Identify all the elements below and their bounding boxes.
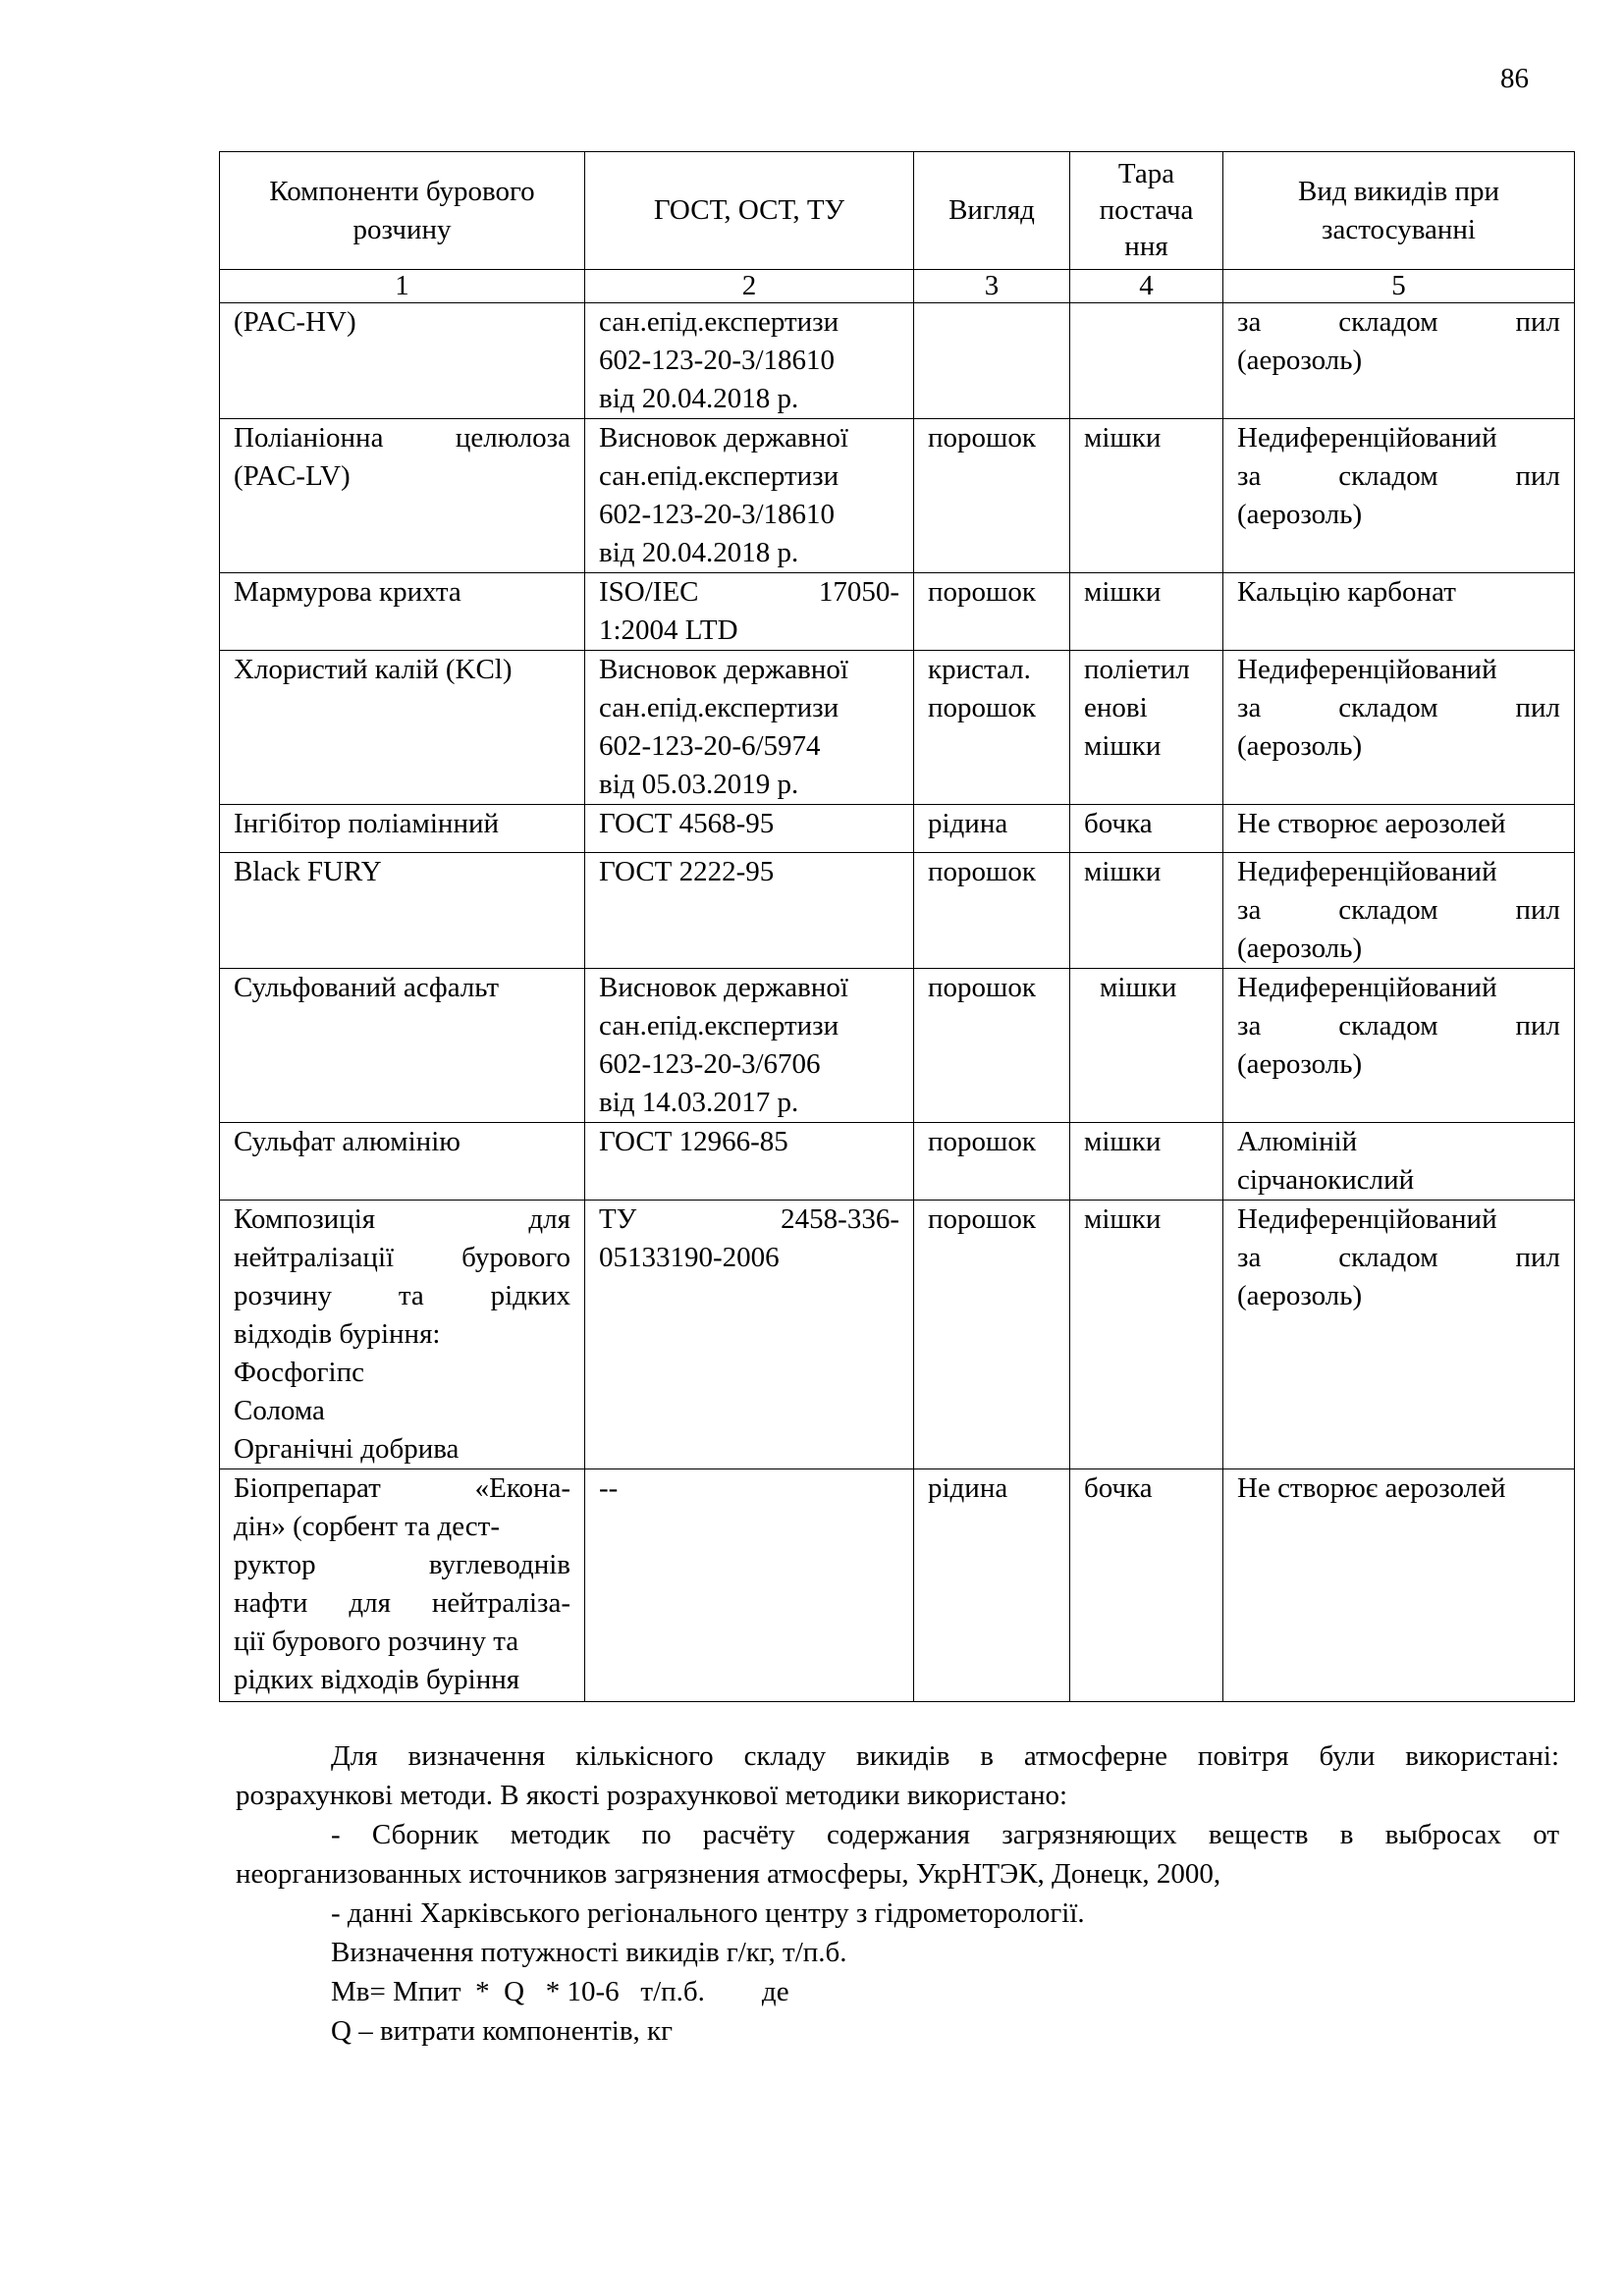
cell-line: мішки	[1100, 972, 1177, 1003]
cell-line: Біопрепарат «Екона-	[234, 1472, 570, 1504]
table-cell-col4	[1070, 1201, 1223, 1469]
cell-line: (аерозоль)	[1237, 1280, 1363, 1311]
table-cell-col4	[1070, 1469, 1223, 1702]
cell-line: порошок	[928, 856, 1036, 887]
table-cell-col1	[220, 419, 585, 573]
table-cell-col1	[220, 1469, 585, 1702]
cell-line: порошок	[928, 972, 1036, 1003]
cell-line: Недиференційований	[1237, 654, 1497, 685]
column-numbers-row	[220, 270, 1575, 303]
table-row	[220, 969, 1575, 1123]
table-cell-col1	[220, 573, 585, 651]
cell-line: Недиференційований	[1237, 972, 1497, 1003]
cell-line: Інгібітор поліамінний	[234, 808, 500, 839]
cell-line: (аерозоль)	[1237, 345, 1363, 376]
table-cell-col2	[585, 1201, 914, 1469]
cell-line: Фосфогіпс	[234, 1357, 364, 1388]
table-row	[220, 303, 1575, 419]
table-cell-col2	[585, 969, 914, 1123]
cell-line: Сульфований асфальт	[234, 972, 500, 1003]
table-cell-col3	[914, 651, 1070, 805]
cell-line: кристал.	[928, 654, 1031, 685]
table-cell-col5	[1223, 805, 1575, 853]
header-package: Тара постача ння	[1070, 152, 1223, 270]
table-cell-col5	[1223, 1469, 1575, 1702]
table-cell-col1	[220, 969, 585, 1123]
table-row	[220, 853, 1575, 969]
header-standard: ГОСТ, ОСТ, ТУ	[585, 152, 914, 270]
cell-line: ТУ 2458-336-	[599, 1203, 899, 1235]
cell-line: дін» (сорбент та дест-	[234, 1511, 500, 1542]
cell-line: Композиція для	[234, 1203, 570, 1235]
cell-line: сан.епід.експертизи	[599, 692, 839, 723]
cell-line: сірчанокислий	[1237, 1164, 1415, 1196]
cell-line: бочка	[1084, 1472, 1153, 1504]
table-row	[220, 573, 1575, 651]
cell-line: Мармурова крихта	[234, 576, 461, 608]
paragraph-methods-line2: розрахункові методи. В якості розрахункової методики використано:	[236, 1780, 1068, 1811]
cell-line: мішки	[1084, 422, 1162, 454]
table-cell-col5	[1223, 853, 1575, 969]
table-cell-col2	[585, 573, 914, 651]
table-row	[220, 1123, 1575, 1201]
cell-line: рідких відходів буріння	[234, 1664, 520, 1695]
column-number: 3	[914, 270, 1070, 303]
cell-line: 602-123-20-3/6706	[599, 1048, 821, 1080]
table-cell-col5	[1223, 651, 1575, 805]
cell-line: ГОСТ 4568-95	[599, 808, 775, 839]
table-cell-col3	[914, 573, 1070, 651]
cell-line: нафти для нейтраліза-	[234, 1587, 570, 1619]
cell-line: рідина	[928, 808, 1008, 839]
table-cell-col2	[585, 805, 914, 853]
column-number: 2	[585, 270, 914, 303]
header-component: Компоненти бурового розчину	[220, 152, 585, 270]
cell-line: порошок	[928, 1126, 1036, 1157]
cell-line: Недиференційований	[1237, 422, 1497, 454]
cell-line: Black FURY	[234, 856, 382, 887]
cell-line: Солома	[234, 1395, 325, 1426]
cell-line: за складом пил	[1237, 692, 1560, 723]
cell-line: за складом пил	[1237, 306, 1560, 338]
cell-line: нейтралізації бурового	[234, 1242, 570, 1273]
table-cell-col2	[585, 419, 914, 573]
cell-line: порошок	[928, 1203, 1036, 1235]
table-cell-col1	[220, 853, 585, 969]
table-cell-col4	[1070, 853, 1223, 969]
cell-line: за складом пил	[1237, 460, 1560, 492]
table-header-row	[220, 152, 1575, 270]
cell-line: ГОСТ 2222-95	[599, 856, 775, 887]
table-cell-col4	[1070, 573, 1223, 651]
table-cell-col4	[1070, 303, 1223, 419]
cell-line: розчину та рідких	[234, 1280, 570, 1311]
table-row	[220, 805, 1575, 853]
cell-line: за складом пил	[1237, 1010, 1560, 1041]
table-cell-col3	[914, 1201, 1070, 1469]
table-cell-col5	[1223, 969, 1575, 1123]
table-cell-col3	[914, 1123, 1070, 1201]
cell-line: (PAC-HV)	[234, 306, 356, 338]
cell-line: ГОСТ 12966-85	[599, 1126, 788, 1157]
table-row	[220, 1201, 1575, 1469]
cell-line: 602-123-20-3/18610	[599, 345, 836, 376]
cell-line: від 20.04.2018 р.	[599, 537, 799, 568]
table-cell-col3	[914, 969, 1070, 1123]
table-cell-col5	[1223, 419, 1575, 573]
cell-line: Алюміній	[1237, 1126, 1358, 1157]
table-cell-col3	[914, 419, 1070, 573]
table-cell-col1	[220, 651, 585, 805]
components-table	[219, 151, 1575, 1702]
cell-line: Висновок державної	[599, 654, 848, 685]
cell-line: Не створює аерозолей	[1237, 808, 1506, 839]
cell-line: 602-123-20-3/18610	[599, 499, 836, 530]
cell-line: від 20.04.2018 р.	[599, 383, 799, 414]
cell-line: Висновок державної	[599, 422, 848, 454]
table-cell-col1	[220, 805, 585, 853]
cell-line: (аерозоль)	[1237, 1048, 1363, 1080]
table-cell-col5	[1223, 1123, 1575, 1201]
table-cell-col3	[914, 853, 1070, 969]
table-body	[220, 303, 1575, 1702]
table-cell-col4	[1070, 419, 1223, 573]
column-number: 4	[1070, 270, 1223, 303]
cell-line: мішки	[1084, 1126, 1162, 1157]
paragraph-q-definition: Q – витрати компонентів, кг	[331, 2015, 673, 2047]
paragraph-source-line2: неорганизованных источников загрязнения атмосферы, УкрНТЭК, Донецк, 2000,	[236, 1858, 1221, 1890]
header-form: Вигляд	[914, 152, 1070, 270]
cell-line: рідина	[928, 1472, 1008, 1504]
table-row	[220, 1469, 1575, 1702]
cell-line: 602-123-20-6/5974	[599, 730, 821, 762]
table-cell-col2	[585, 651, 914, 805]
cell-line: порошок	[928, 576, 1036, 608]
table-cell-col5	[1223, 1201, 1575, 1469]
table-cell-col1	[220, 1201, 585, 1469]
cell-line: ISO/IEC 17050-	[599, 576, 899, 608]
table-cell-col4	[1070, 651, 1223, 805]
cell-line: (аерозоль)	[1237, 933, 1363, 964]
cell-line: (аерозоль)	[1237, 499, 1363, 530]
cell-line: мішки	[1084, 730, 1162, 762]
cell-line: від 05.03.2019 р.	[599, 769, 799, 800]
cell-line: --	[599, 1472, 619, 1504]
table-cell-col5	[1223, 303, 1575, 419]
cell-line: поліетил	[1084, 654, 1190, 685]
paragraph-methods-line1: Для визначення кількісного складу викидів в атмосферне повітря були використані:	[331, 1740, 1559, 1772]
page-number: 86	[1500, 63, 1529, 94]
table-cell-col3	[914, 805, 1070, 853]
cell-line: Висновок державної	[599, 972, 848, 1003]
cell-line: Сульфат алюмінію	[234, 1126, 460, 1157]
cell-line: (PAC-LV)	[234, 460, 351, 492]
cell-line: мішки	[1084, 576, 1162, 608]
paragraph-emission-power: Визначення потужності викидів г/кг, т/п.б.	[331, 1937, 847, 1968]
cell-line: ції бурового розчину та	[234, 1626, 519, 1657]
table-cell-col2	[585, 853, 914, 969]
table-cell-col1	[220, 1123, 585, 1201]
table-cell-col5	[1223, 573, 1575, 651]
table-cell-col4	[1070, 1123, 1223, 1201]
cell-line: руктор вуглеводнів	[234, 1549, 570, 1580]
column-number: 5	[1223, 270, 1575, 303]
header-emission: Вид викидів при застосуванні	[1223, 152, 1575, 270]
table-cell-col1	[220, 303, 585, 419]
cell-line: мішки	[1084, 1203, 1162, 1235]
cell-line: від 14.03.2017 р.	[599, 1087, 799, 1118]
column-number: 1	[220, 270, 585, 303]
cell-line: за складом пил	[1237, 1242, 1560, 1273]
paragraph-data-source: - данні Харківського регіонального центру з гідрометорології.	[331, 1897, 1085, 1929]
table-cell-col2	[585, 1123, 914, 1201]
cell-line: 1:2004 LTD	[599, 614, 738, 646]
cell-line: енові	[1084, 692, 1148, 723]
cell-line: (аерозоль)	[1237, 730, 1363, 762]
cell-line: сан.епід.експертизи	[599, 306, 839, 338]
table-row	[220, 651, 1575, 805]
body-text	[236, 1736, 1559, 2051]
table-cell-col3	[914, 303, 1070, 419]
cell-line: Недиференційований	[1237, 1203, 1497, 1235]
cell-line: порошок	[928, 692, 1036, 723]
cell-line: бочка	[1084, 808, 1153, 839]
formula: Мв= Мпит * Q * 10-6 т/п.б. де	[331, 1976, 789, 2007]
cell-line: Органічні добрива	[234, 1433, 460, 1465]
table-cell-col2	[585, 303, 914, 419]
table-cell-col4	[1070, 969, 1223, 1123]
table-cell-col3	[914, 1469, 1070, 1702]
cell-line: сан.епід.експертизи	[599, 1010, 839, 1041]
table-cell-col2	[585, 1469, 914, 1702]
table-row	[220, 419, 1575, 573]
cell-line: Хлористий калій (KCl)	[234, 654, 513, 685]
cell-line: Поліаніонна целюлоза	[234, 422, 570, 454]
cell-line: 05133190-2006	[599, 1242, 780, 1273]
cell-line: Недиференційований	[1237, 856, 1497, 887]
cell-line: Не створює аерозолей	[1237, 1472, 1506, 1504]
cell-line: відходів буріння:	[234, 1318, 441, 1350]
cell-line: мішки	[1084, 856, 1162, 887]
table-cell-col4	[1070, 805, 1223, 853]
paragraph-source-line1: - Сборник методик по расчёту содержания загрязняющих веществ в выбросах от	[331, 1819, 1559, 1850]
cell-line: порошок	[928, 422, 1036, 454]
cell-line: сан.епід.експертизи	[599, 460, 839, 492]
cell-line: за складом пил	[1237, 894, 1560, 926]
cell-line: Кальцію карбонат	[1237, 576, 1456, 608]
